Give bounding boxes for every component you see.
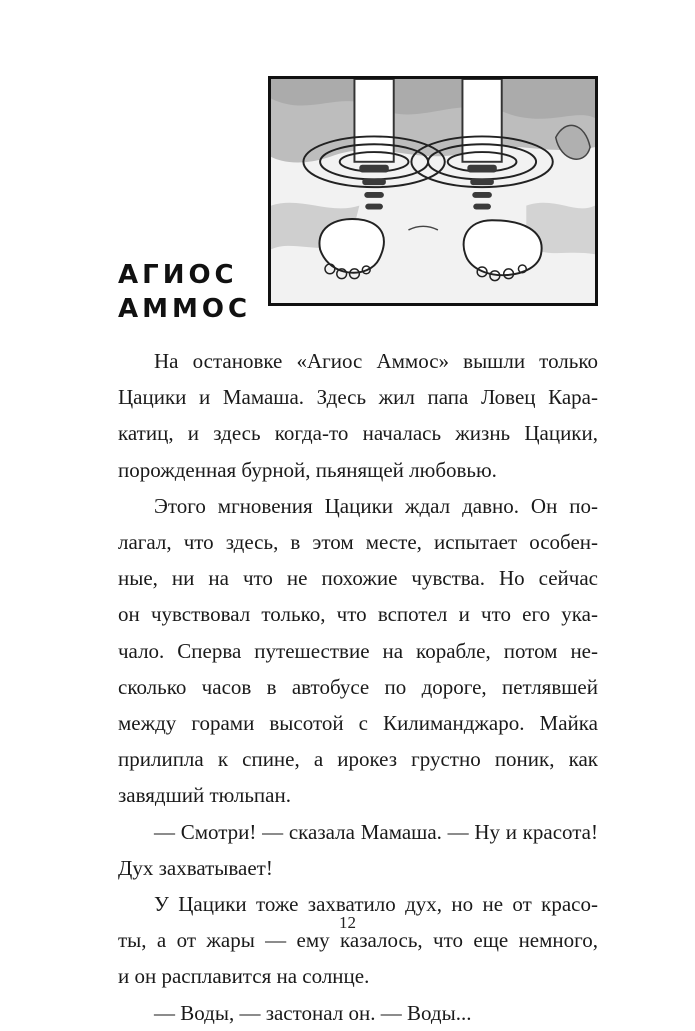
feet-in-water-illustration (271, 79, 595, 303)
text-line: Этого мгновения Цацики ждал давно. Он по- (154, 493, 598, 518)
text-line: ные, ни на что не похожие чувства. Но сейчас (118, 566, 598, 591)
text-line: катиц, и здесь когда-то началась жизнь Цацики, (118, 421, 598, 446)
chapter-title-line-2: АММОС (118, 294, 252, 324)
text-line: У Цацики тоже захватило дух, но не от красо- (154, 892, 598, 917)
chapter-title (118, 258, 251, 326)
chapter-illustration (268, 76, 598, 306)
text-line: прилипла к спине, а ирокез грустно поник, как (118, 747, 598, 772)
text-line: На остановке «Агиос Аммос» вышли только (154, 349, 598, 373)
text-line: сколько часов в автобусе по дороге, петлявшей (118, 674, 598, 699)
text-line: — Воды, — застонал он. — Воды... (154, 1000, 472, 1025)
text-line: он чувствовал только, что вспотел и что его ука- (118, 602, 598, 627)
text-line: лагал, что здесь, в этом месте, испытает особен- (118, 530, 598, 555)
text-line: Цацики и Мамаша. Здесь жил папа Ловец Кара- (118, 385, 598, 410)
text-line: и он расплавится на солнце. (118, 964, 370, 989)
text-line: ты, а от жары — ему казалось, что еще немного, (118, 928, 598, 953)
text-line: порожденная бурной, пьянящей любовью. (118, 457, 497, 482)
text-line: завядший тюльпан. (118, 783, 291, 808)
text-line: Дух захватывает! (118, 855, 273, 880)
page-number: 12 (339, 913, 356, 932)
text-line: между горами высотой с Килиманджаро. Майка (118, 711, 598, 736)
text-line: чало. Сперва путешествие на корабле, потом не- (118, 638, 598, 663)
text-line: — Смотри! — сказала Мамаша. — Ну и красота! (154, 819, 598, 844)
chapter-title-line-1: АГИОС (118, 260, 238, 290)
